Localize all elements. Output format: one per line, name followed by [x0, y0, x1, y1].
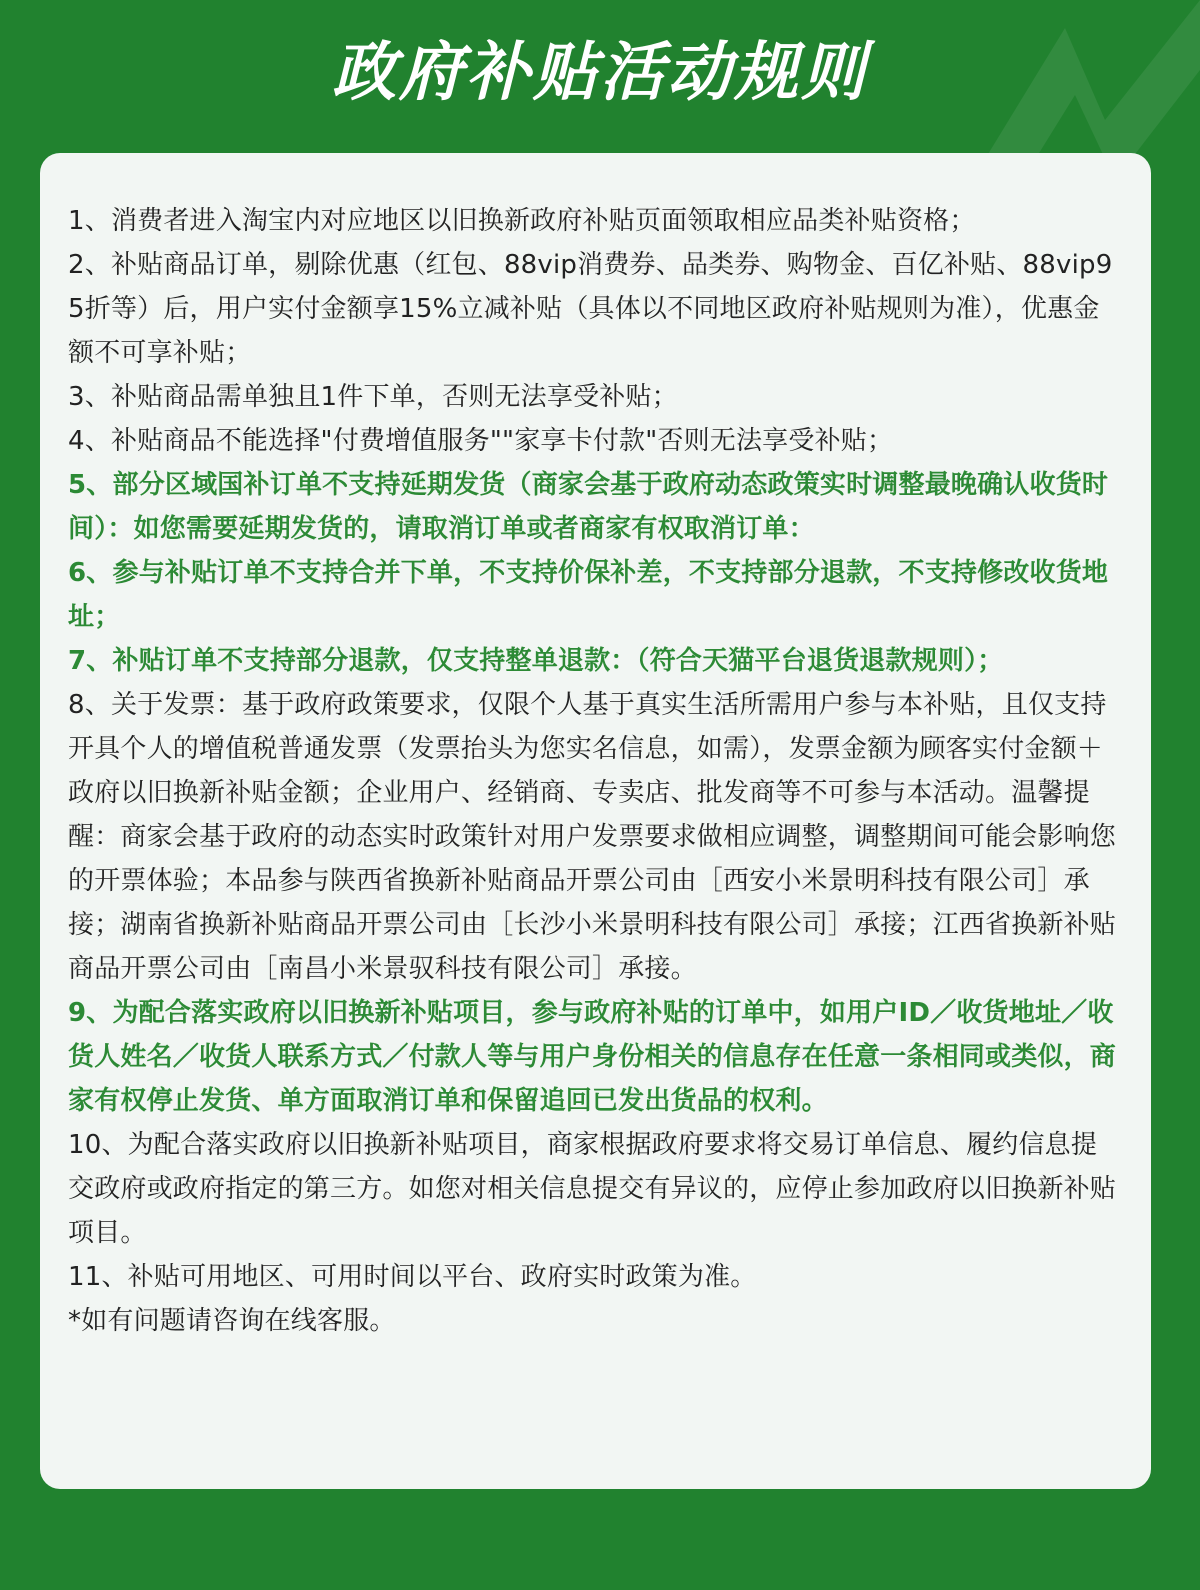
rule-item-5: 5、部分区域国补订单不支持延期发货（商家会基于政府动态政策实时调整最晚确认收货时间）：如您需要延期发货的，请取消订单或者商家有权取消订单： [68, 470, 1109, 544]
rule-item-7: 7、补贴订单不支持部分退款，仅支持整单退款：（符合天猫平台退货退款规则）； [68, 646, 1004, 676]
rules-card [40, 153, 1151, 1489]
page-title: 政府补贴活动规则 [332, 36, 868, 110]
rule-item-11: 11、补贴可用地区、可用时间以平台、政府实时政策为准。 [68, 1262, 757, 1292]
rule-item-6: 6、参与补贴订单不支持合并下单，不支持价保补差，不支持部分退款，不支持修改收货地址； [68, 558, 1109, 632]
rule-item-3: 3、补贴商品需单独且1件下单，否则无法享受补贴； [68, 382, 678, 412]
customer-service-note: *如有问题请咨询在线客服。 [68, 1306, 396, 1336]
rule-item-9: 9、为配合落实政府以旧换新补贴项目，参与政府补贴的订单中，如用户ID／收货地址／收货人姓名／收货人联系方式／付款人等与用户身份相关的信息存在任意一条相同或类似，商家有权停止发货、单方面取消订单和保留追回已发出货品的权利。 [68, 998, 1117, 1116]
rule-item-2: 2、补贴商品订单，剔除优惠（红包、88vip消费券、品类券、购物金、百亿补贴、88vip95折等）后，用户实付金额享15%立减补贴（具体以不同地区政府补贴规则为准），优惠金额不可享补贴； [68, 250, 1113, 368]
rule-item-4: 4、补贴商品不能选择"付费增值服务""家享卡付款"否则无法享受补贴； [68, 426, 894, 456]
rules-list [68, 199, 1123, 1343]
rule-item-10: 10、为配合落实政府以旧换新补贴项目，商家根据政府要求将交易订单信息、履约信息提交政府或政府指定的第三方。如您对相关信息提交有异议的，应停止参加政府以旧换新补贴项目。 [68, 1130, 1117, 1248]
rule-item-1: 1、消费者进入淘宝内对应地区以旧换新政府补贴页面领取相应品类补贴资格； [68, 206, 976, 236]
rule-item-8: 8、关于发票：基于政府政策要求，仅限个人基于真实生活所需用户参与本补贴，且仅支持开具个人的增值税普通发票（发票抬头为您实名信息，如需），发票金额为顾客实付金额＋政府以旧换新补贴金额；企业用户、经销商、专卖店、批发商等不可参与本活动。温馨提醒：商家会基于政府的动态实时政策针对用户发票要求做相应调整，调整期间可能会影响您的开票体验；本品参与陕西省换新补贴商品开票公司由［西安小米景明科技有限公司］承接；湖南省换新补贴商品开票公司由［长沙小米景明科技有限公司］承接；江西省换新补贴商品开票公司由［南昌小米景驭科技有限公司］承接。 [68, 690, 1117, 984]
